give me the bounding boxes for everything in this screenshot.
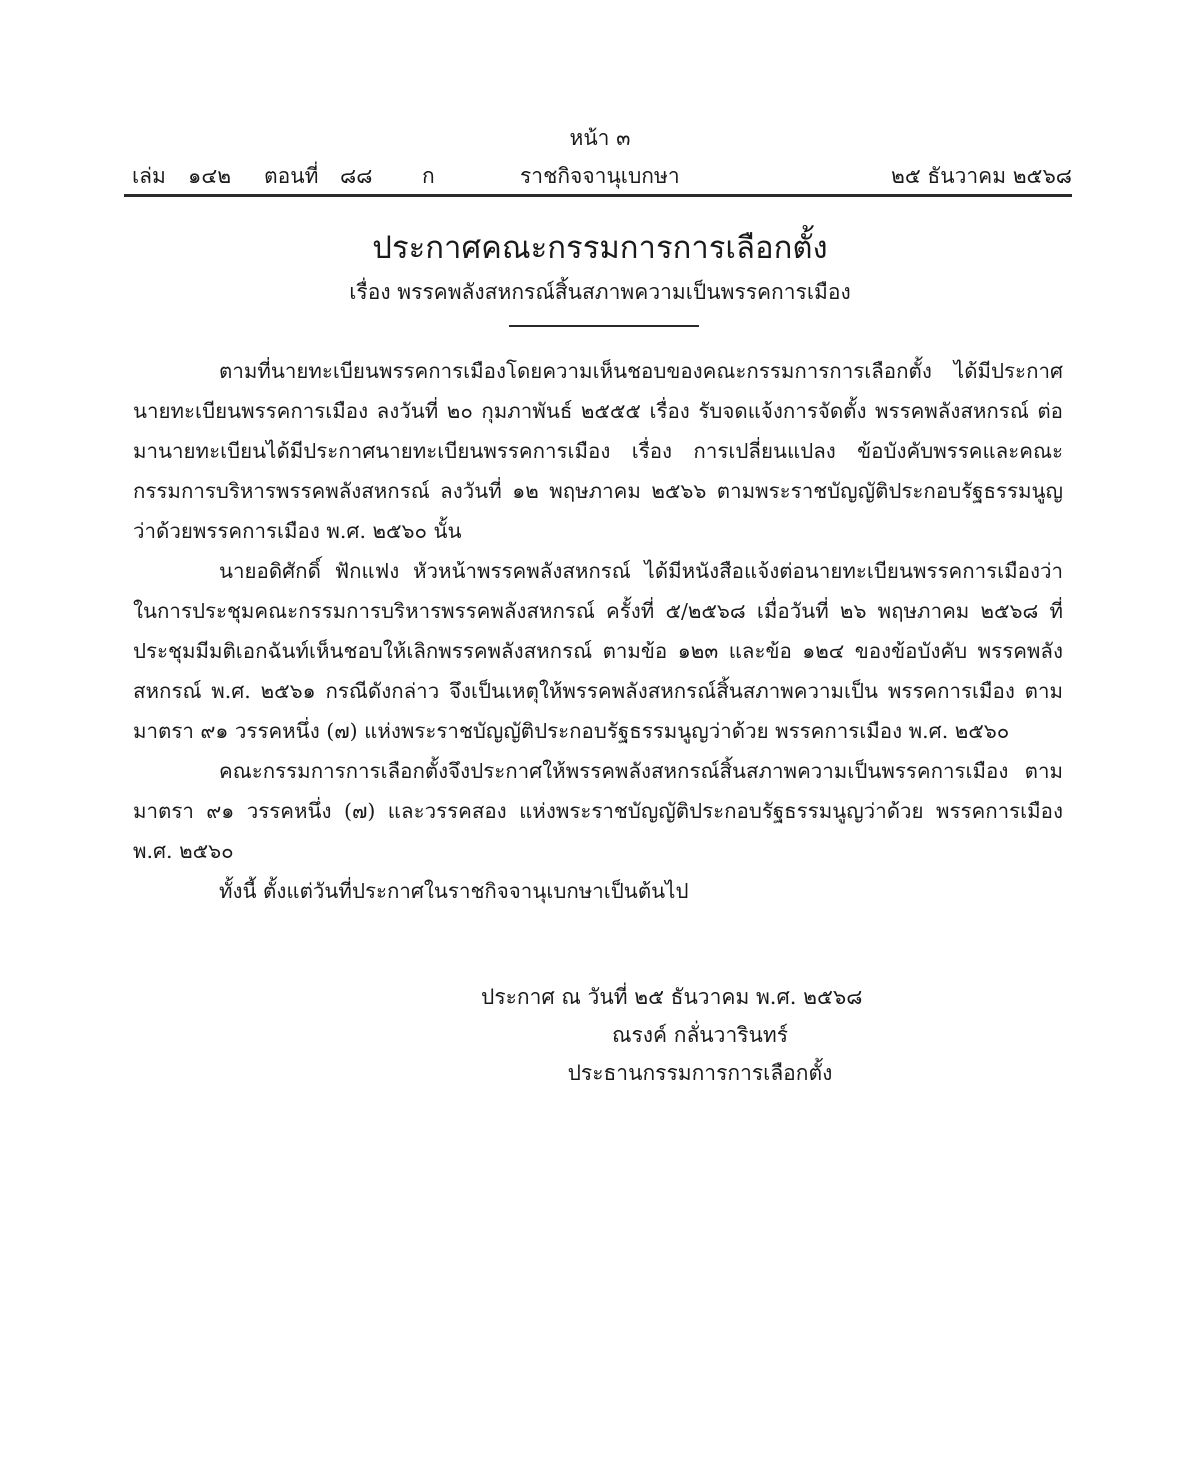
paragraph-4: ทั้งนี้ ตั้งแต่วันที่ประกาศในราชกิจจานุเบกษาเป็นต้นไป: [219, 879, 689, 903]
document-title: ประกาศคณะกรรมการการเลือกตั้ง: [372, 230, 828, 266]
issue-label: ตอนที่: [264, 164, 319, 188]
document-subject: เรื่อง พรรคพลังสหกรณ์สิ้นสภาพความเป็นพรรคการเมือง: [349, 280, 851, 304]
header-divider: [124, 194, 1072, 197]
volume-number: ๑๔๒: [188, 164, 232, 188]
signatory-name: ณรงค์ กลั่นวารินทร์: [611, 1023, 789, 1047]
document-body: [133, 351, 1063, 911]
signature-block: [340, 978, 1060, 1092]
paragraph-3: คณะกรรมการการเลือกตั้งจึงประกาศให้พรรคพลังสหกรณ์สิ้นสภาพความเป็นพรรคการเมือง ตามมาตรา ๙๑ วรรคหนึ่ง (๗) และวรรคสอง แห่งพระราชบัญญัติประกอบรัฐธรรมนูญว่าด้วย พรรคการเมือง พ.ศ. ๒๕๖๐: [133, 759, 1063, 863]
section-letter: ก: [422, 164, 435, 188]
gazette-header: [132, 160, 1072, 190]
paragraph-2: นายอดิศักดิ์ ฟักแฟง หัวหน้าพรรคพลังสหกรณ์ ได้มีหนังสือแจ้งต่อนายทะเบียนพรรคการเมืองว่า ในการประชุมคณะกรรมการบริหารพรรคพลังสหกรณ์ ครั้งที่ ๕/๒๕๖๘ เมื่อวันที่ ๒๖ พฤษภาคม ๒๕๖๘ ที่ประชุมมีมติเอกฉันท์เห็นชอบให้เลิกพรรคพลังสหกรณ์ ตามข้อ ๑๒๓ และข้อ ๑๒๔ ของข้อบังคับ พรรคพลังสหกรณ์ พ.ศ. ๒๕๖๑ กรณีดังกล่าว จึงเป็นเหตุให้พรรคพลังสหกรณ์สิ้นสภาพความเป็น พรรคการเมือง ตามมาตรา ๙๑ วรรคหนึ่ง (๗) แห่งพระราชบัญญัติประกอบรัฐธรรมนูญว่าด้วย พรรคการเมือง พ.ศ. ๒๕๖๐: [133, 559, 1063, 743]
gazette-name: ราชกิจจานุเบกษา: [520, 164, 680, 188]
volume-label: เล่ม: [132, 164, 166, 188]
paragraph-1: ตามที่นายทะเบียนพรรคการเมืองโดยความเห็นชอบของคณะกรรมการการเลือกตั้ง ได้มีประกาศนายทะเบียนพรรคการเมือง ลงวันที่ ๒๐ กุมภาพันธ์ ๒๕๕๕ เรื่อง รับจดแจ้งการจัดตั้ง พรรคพลังสหกรณ์ ต่อมานายทะเบียนได้มีประกาศนายทะเบียนพรรคการเมือง เรื่อง การเปลี่ยนแปลง ข้อบังคับพรรคและคณะกรรมการบริหารพรรคพลังสหกรณ์ ลงวันที่ ๑๒ พฤษภาคม ๒๕๖๖ ตามพระราชบัญญัติประกอบรัฐธรรมนูญว่าด้วยพรรคการเมือง พ.ศ. ๒๕๖๐ นั้น: [133, 359, 1063, 543]
page-number: หน้า ๓: [569, 126, 631, 150]
announcement-date: ประกาศ ณ วันที่ ๒๕ ธันวาคม พ.ศ. ๒๕๖๘: [481, 985, 863, 1009]
header-date: ๒๕ ธันวาคม ๒๕๖๘: [890, 164, 1072, 188]
title-divider: [509, 325, 699, 327]
issue-number: ๘๘: [340, 164, 373, 188]
signatory-position: ประธานกรรมการการเลือกตั้ง: [567, 1061, 833, 1085]
